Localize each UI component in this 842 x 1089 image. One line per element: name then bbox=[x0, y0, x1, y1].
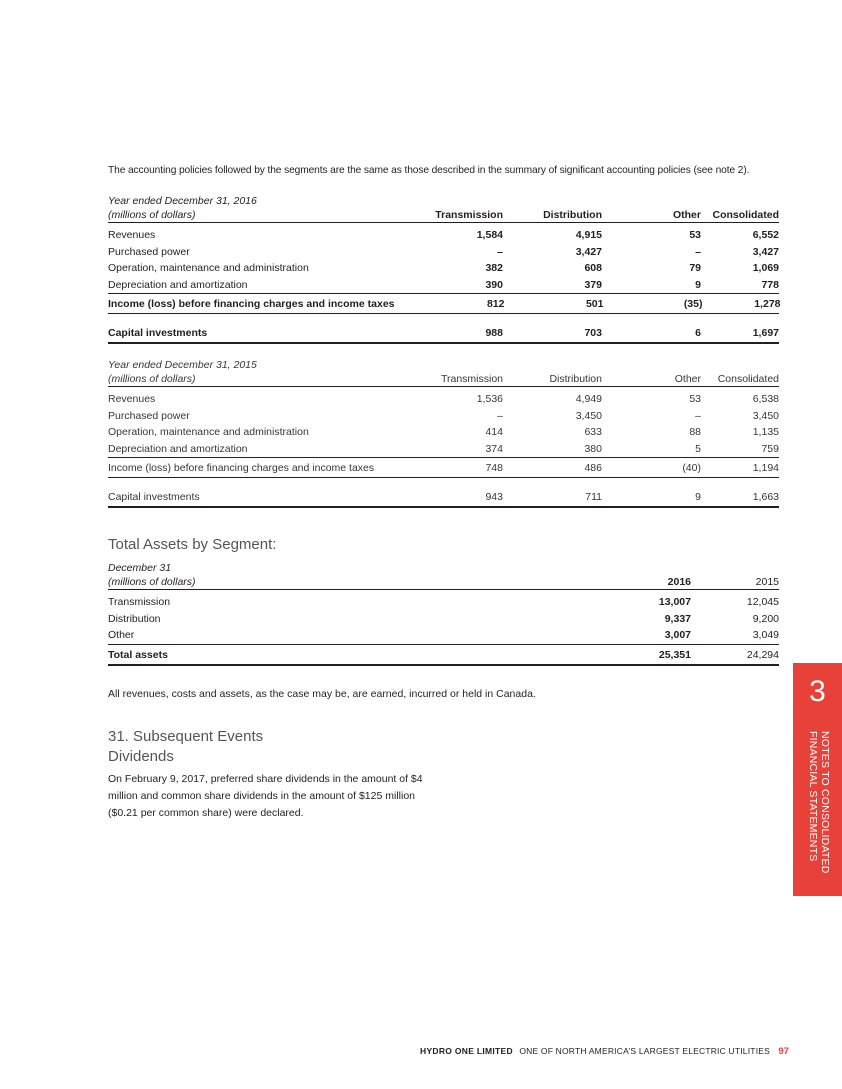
units-label: (millions of dollars) bbox=[108, 373, 196, 385]
cell: 1,536 bbox=[476, 393, 503, 405]
cell: 4,915 bbox=[575, 229, 602, 241]
column-header: 2016 bbox=[667, 576, 691, 588]
cell: 703 bbox=[584, 327, 602, 339]
table-row bbox=[108, 627, 779, 645]
income-total-row bbox=[108, 295, 779, 314]
table-row bbox=[108, 424, 779, 441]
income-total-row bbox=[108, 459, 779, 478]
cell: 1,194 bbox=[752, 462, 779, 474]
cell: 13,007 bbox=[658, 596, 691, 608]
row-label: Total assets bbox=[108, 648, 168, 661]
cell: 6 bbox=[695, 327, 701, 339]
row-label: Depreciation and amortization bbox=[108, 442, 248, 455]
row-label: Capital investments bbox=[108, 491, 200, 503]
cell: 79 bbox=[689, 262, 701, 274]
row-label: Revenues bbox=[108, 393, 156, 405]
cell: – bbox=[695, 409, 701, 422]
column-header: Transmission bbox=[440, 373, 503, 385]
cell: 1,584 bbox=[476, 229, 503, 241]
table-header-row bbox=[108, 208, 779, 223]
table-row bbox=[108, 611, 779, 628]
cell: 374 bbox=[485, 442, 503, 455]
column-header: Distribution bbox=[549, 373, 602, 385]
column-header: Distribution bbox=[543, 209, 602, 221]
column-header: Consolidated bbox=[712, 209, 779, 221]
footer-brand: HYDRO ONE LIMITED bbox=[420, 1046, 513, 1056]
row-label: Capital investments bbox=[108, 327, 208, 339]
cell: 501 bbox=[585, 298, 604, 310]
row-label: Other bbox=[108, 629, 135, 641]
cell: 1,278 bbox=[754, 298, 781, 310]
assets-table bbox=[108, 562, 779, 666]
cell: – bbox=[497, 245, 503, 258]
column-header: Transmission bbox=[435, 209, 503, 221]
cell: 1,663 bbox=[752, 491, 779, 503]
cell: 24,294 bbox=[746, 648, 779, 661]
page-number: 97 bbox=[778, 1046, 789, 1057]
cell: 1,069 bbox=[752, 262, 779, 274]
cell: 9 bbox=[695, 278, 701, 291]
section-title: 31. Subsequent Events bbox=[108, 728, 264, 745]
cell: 812 bbox=[486, 298, 505, 310]
table-caption: Year ended December 31, 2015 bbox=[108, 359, 257, 371]
units-label: (millions of dollars) bbox=[108, 209, 196, 221]
section-side-tab bbox=[793, 663, 842, 896]
row-label: Income (loss) before financing charges and income taxes bbox=[108, 462, 375, 474]
cell: 9,337 bbox=[664, 612, 691, 625]
table-row bbox=[108, 244, 779, 261]
column-header: Other bbox=[674, 373, 701, 385]
section-tab-label bbox=[807, 731, 831, 873]
table-row bbox=[108, 260, 779, 277]
cell: 3,450 bbox=[752, 409, 779, 422]
canada-note: All revenues, costs and assets, as the case may be, are earned, incurred or held in Canada. bbox=[108, 688, 536, 700]
cell: 943 bbox=[485, 491, 503, 503]
dividends-paragraph: On February 9, 2017, preferred share dividends in the amount of $4 million and common share dividends in the amount of $125 million ($0.21 per common share) were declared. bbox=[108, 773, 423, 819]
cell: 3,427 bbox=[752, 245, 779, 258]
tab-label-line: FINANCIAL STATEMENTS bbox=[807, 731, 819, 862]
column-header: 2015 bbox=[755, 576, 779, 588]
cell: 5 bbox=[695, 442, 701, 455]
table-header-row bbox=[108, 372, 779, 387]
cell: 6,538 bbox=[752, 393, 779, 405]
cell: 4,949 bbox=[575, 393, 602, 405]
cell: 608 bbox=[584, 262, 602, 274]
cell: 486 bbox=[584, 462, 602, 474]
cell: 1,135 bbox=[752, 426, 779, 438]
cell: 380 bbox=[584, 442, 602, 455]
row-label: Transmission bbox=[108, 596, 171, 608]
cell: 778 bbox=[761, 278, 779, 291]
assets-section-title: Total Assets by Segment: bbox=[108, 536, 277, 553]
cell: 1,697 bbox=[752, 327, 779, 339]
cell: – bbox=[497, 409, 503, 422]
cell: 53 bbox=[689, 229, 701, 241]
cell: 25,351 bbox=[658, 648, 691, 661]
cell: 9 bbox=[695, 491, 701, 503]
cell: 12,045 bbox=[746, 596, 779, 608]
capital-investments-row bbox=[108, 324, 779, 344]
cell: (40) bbox=[682, 462, 701, 474]
units-label: (millions of dollars) bbox=[108, 576, 196, 588]
section-subtitle: Dividends bbox=[108, 748, 174, 765]
cell: 3,427 bbox=[575, 245, 602, 258]
cell: – bbox=[695, 245, 701, 258]
row-label: Purchased power bbox=[108, 409, 190, 422]
cell: 759 bbox=[761, 442, 779, 455]
table-row bbox=[108, 277, 779, 295]
segment-table-2015 bbox=[108, 359, 779, 508]
row-label: Income (loss) before financing charges and income taxes bbox=[108, 298, 395, 310]
section-number: 3 bbox=[809, 675, 826, 708]
column-header: Other bbox=[672, 209, 701, 221]
total-assets-row bbox=[108, 646, 779, 666]
table-header-row bbox=[108, 575, 779, 590]
cell: 748 bbox=[485, 462, 503, 474]
column-header: Consolidated bbox=[717, 373, 779, 385]
table-row bbox=[108, 408, 779, 425]
table-row bbox=[108, 441, 779, 459]
cell: 633 bbox=[584, 426, 602, 438]
table-caption: Year ended December 31, 2016 bbox=[108, 195, 257, 207]
cell: 3,007 bbox=[664, 629, 691, 641]
cell: 53 bbox=[689, 393, 701, 405]
cell: 988 bbox=[485, 327, 503, 339]
capital-investments-row bbox=[108, 488, 779, 508]
cell: 6,552 bbox=[752, 229, 779, 241]
segment-table-2016 bbox=[108, 195, 779, 344]
row-label: Distribution bbox=[108, 612, 161, 625]
row-label: Operation, maintenance and administration bbox=[108, 262, 309, 274]
tab-label-line: NOTES TO CONSOLIDATED bbox=[819, 731, 831, 874]
row-label: Purchased power bbox=[108, 245, 190, 258]
intro-text: The accounting policies followed by the segments are the same as those described in the summary of significant accounting policies (see note 2). bbox=[108, 165, 750, 176]
cell: 711 bbox=[585, 491, 602, 503]
row-label: Depreciation and amortization bbox=[108, 278, 248, 291]
row-label: Operation, maintenance and administration bbox=[108, 426, 309, 438]
table-row bbox=[108, 594, 779, 611]
cell: 3,450 bbox=[575, 409, 602, 422]
table-row bbox=[108, 227, 779, 244]
table-caption: December 31 bbox=[108, 562, 172, 574]
cell: 9,200 bbox=[752, 612, 779, 625]
cell: 379 bbox=[584, 278, 602, 291]
cell: 382 bbox=[485, 262, 503, 274]
table-row bbox=[108, 391, 779, 408]
page-footer bbox=[420, 1046, 789, 1057]
cell: (35) bbox=[683, 298, 703, 310]
cell: 88 bbox=[689, 426, 701, 438]
row-label: Revenues bbox=[108, 229, 156, 241]
footer-tagline: ONE OF NORTH AMERICA’S LARGEST ELECTRIC UTILITIES bbox=[519, 1046, 770, 1056]
cell: 414 bbox=[485, 426, 503, 438]
cell: 390 bbox=[485, 278, 503, 291]
cell: 3,049 bbox=[752, 629, 779, 641]
